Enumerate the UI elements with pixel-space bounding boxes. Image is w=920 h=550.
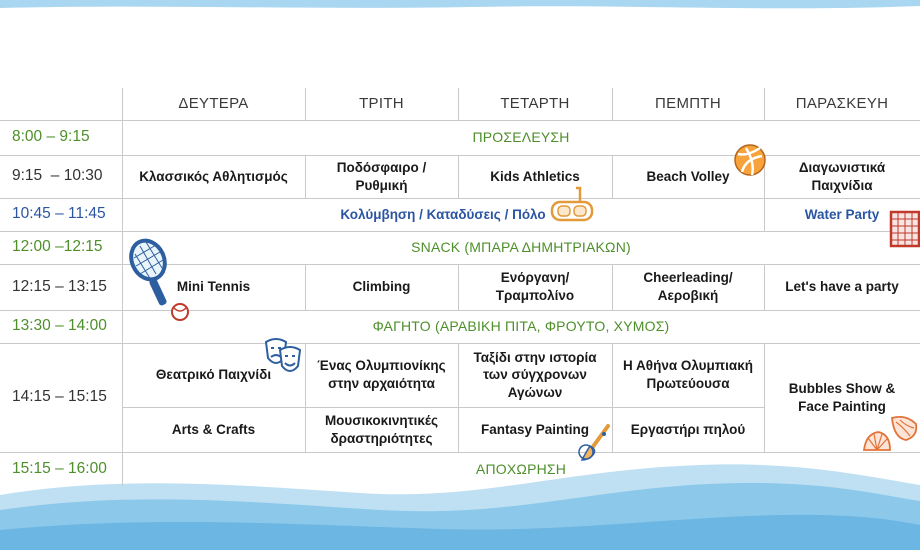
- activity-1215-tuesday: Climbing: [352, 279, 411, 295]
- activity-1215-friday: Let's have a party: [785, 279, 899, 295]
- activity-1415-thursday-a: Η Αθήνα Ολυμπιακή Πρωτεύουσα: [623, 358, 753, 391]
- tennis-racket-icon: [126, 236, 192, 324]
- time-snack: 12:00 –12:15: [12, 238, 103, 256]
- activity-1415-friday: Bubbles Show & Face Painting: [788, 380, 896, 414]
- activity-1045-swimming: Κολύμβηση / Καταδύσεις / Πόλο: [340, 206, 546, 222]
- lunch-label: ΦΑΓΗΤΟ (ΑΡΑΒΙΚΗ ΠΙΤΑ, ΦΡΟΥΤΟ, ΧΥΜΟΣ): [372, 318, 670, 335]
- day-header-wednesday: ΤΕΤΑΡΤΗ: [500, 95, 570, 113]
- day-header-tuesday: ΤΡΙΤΗ: [359, 95, 404, 113]
- time-arrival: 8:00 – 9:15: [12, 128, 90, 146]
- activity-1215-monday: Mini Tennis: [176, 279, 251, 295]
- activity-1215-thursday: Cheerleading/ Αεροβική: [643, 270, 733, 303]
- activity-1415-monday-b: Arts & Crafts: [171, 421, 256, 437]
- activity-1415-wednesday-a: Ταξίδι στην ιστορία των σύγχρονων Αγώνων: [473, 349, 597, 400]
- seashells-icon: [860, 414, 920, 458]
- activity-1215-wednesday: Ενόργανη/ Τραμπολίνο: [495, 270, 575, 303]
- arrival-label: ΠΡΟΣΕΛΕΥΣΗ: [472, 129, 570, 146]
- volleyball-icon: [732, 142, 768, 178]
- water-polo-net-icon: [888, 208, 920, 250]
- day-header-monday: ΔΕΥΤΕΡΑ: [178, 95, 249, 113]
- activity-0915-thursday: Beach Volley: [646, 168, 730, 184]
- departure-label: ΑΠΟΧΩΡΗΣΗ: [475, 460, 567, 477]
- activity-0915-wednesday: Kids Athletics: [490, 168, 580, 184]
- paint-brush-icon: [578, 424, 614, 464]
- day-header-thursday: ΠΕΜΠΤΗ: [655, 95, 721, 113]
- diving-mask-icon: [546, 184, 598, 226]
- activity-1415-tuesday-a: Ένας Ολυμπιονίκης στην αρχαιότητα: [317, 358, 446, 391]
- time-1045: 10:45 – 11:45: [12, 205, 106, 223]
- time-0915: 9:15 – 10:30: [12, 167, 103, 185]
- time-departure: 15:15 – 16:00: [12, 459, 107, 477]
- activity-1415-tuesday-b: Μουσικοκινητικές δραστηριότητες: [324, 412, 439, 446]
- time-lunch: 13:30 – 14:00: [12, 317, 107, 335]
- day-header-friday: ΠΑΡΑΣΚΕΥΗ: [795, 95, 889, 113]
- activity-0915-monday: Κλασσικός Αθλητισμός: [139, 168, 288, 184]
- snack-label: SNACK (ΜΠΑΡΑ ΔΗΜΗΤΡΙΑΚΩΝ): [411, 239, 631, 256]
- activity-1415-monday-a: Θεατρικό Παιχνίδι: [155, 367, 272, 383]
- time-1215: 12:15 – 13:15: [12, 277, 107, 295]
- time-1415: 14:15 – 15:15: [12, 388, 107, 406]
- theatre-masks-icon: [262, 336, 304, 376]
- activity-0915-friday: Διαγωνιστικά Παιχνίδια: [798, 159, 886, 193]
- activity-1415-wednesday-b: Fantasy Painting: [480, 421, 590, 437]
- activity-1045-friday: Water Party: [804, 206, 880, 222]
- activity-1415-thursday-b: Εργαστήρι πηλού: [630, 421, 746, 437]
- activity-0915-tuesday: Ποδόσφαιρο / Ρυθμική: [336, 159, 427, 193]
